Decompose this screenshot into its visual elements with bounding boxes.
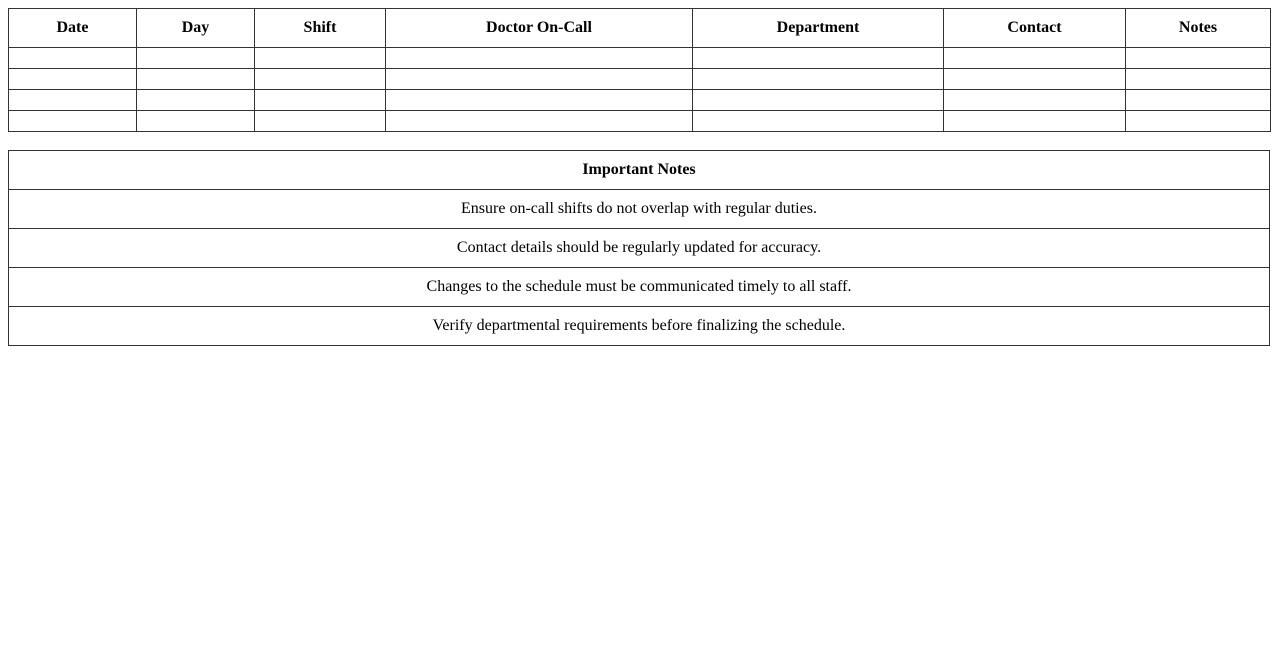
cell-day <box>137 90 255 111</box>
important-notes-table <box>8 150 1270 346</box>
cell-date <box>9 48 137 69</box>
cell-doctor-on-call <box>386 90 693 111</box>
table-row <box>9 90 1271 111</box>
page <box>8 8 1270 346</box>
cell-notes <box>1126 111 1271 132</box>
cell-doctor-on-call <box>386 69 693 90</box>
table-row <box>9 111 1271 132</box>
column-header-day: Day <box>137 9 255 48</box>
cell-day <box>137 69 255 90</box>
note-item: Verify departmental requirements before finalizing the schedule. <box>9 307 1270 346</box>
column-header-shift: Shift <box>255 9 386 48</box>
column-header-doctor-on-call: Doctor On-Call <box>386 9 693 48</box>
cell-notes <box>1126 69 1271 90</box>
note-row <box>9 229 1270 268</box>
note-item: Contact details should be regularly updated for accuracy. <box>9 229 1270 268</box>
cell-department <box>693 111 944 132</box>
column-header-contact: Contact <box>944 9 1126 48</box>
cell-contact <box>944 90 1126 111</box>
cell-day <box>137 48 255 69</box>
cell-contact <box>944 69 1126 90</box>
note-row <box>9 268 1270 307</box>
note-row <box>9 307 1270 346</box>
column-header-date: Date <box>9 9 137 48</box>
cell-day <box>137 111 255 132</box>
cell-shift <box>255 111 386 132</box>
cell-doctor-on-call <box>386 111 693 132</box>
cell-contact <box>944 48 1126 69</box>
important-notes-title: Important Notes <box>9 151 1270 190</box>
notes-header-row <box>9 151 1270 190</box>
schedule-header-row <box>9 9 1271 48</box>
note-item: Changes to the schedule must be communicated timely to all staff. <box>9 268 1270 307</box>
cell-shift <box>255 90 386 111</box>
cell-department <box>693 48 944 69</box>
cell-date <box>9 111 137 132</box>
cell-date <box>9 69 137 90</box>
on-call-schedule-table <box>8 8 1271 132</box>
cell-notes <box>1126 48 1271 69</box>
note-row <box>9 190 1270 229</box>
column-header-notes: Notes <box>1126 9 1271 48</box>
note-item: Ensure on-call shifts do not overlap with regular duties. <box>9 190 1270 229</box>
cell-date <box>9 90 137 111</box>
cell-contact <box>944 111 1126 132</box>
column-header-department: Department <box>693 9 944 48</box>
cell-department <box>693 90 944 111</box>
cell-shift <box>255 48 386 69</box>
cell-shift <box>255 69 386 90</box>
table-row <box>9 48 1271 69</box>
table-row <box>9 69 1271 90</box>
cell-department <box>693 69 944 90</box>
cell-notes <box>1126 90 1271 111</box>
cell-doctor-on-call <box>386 48 693 69</box>
